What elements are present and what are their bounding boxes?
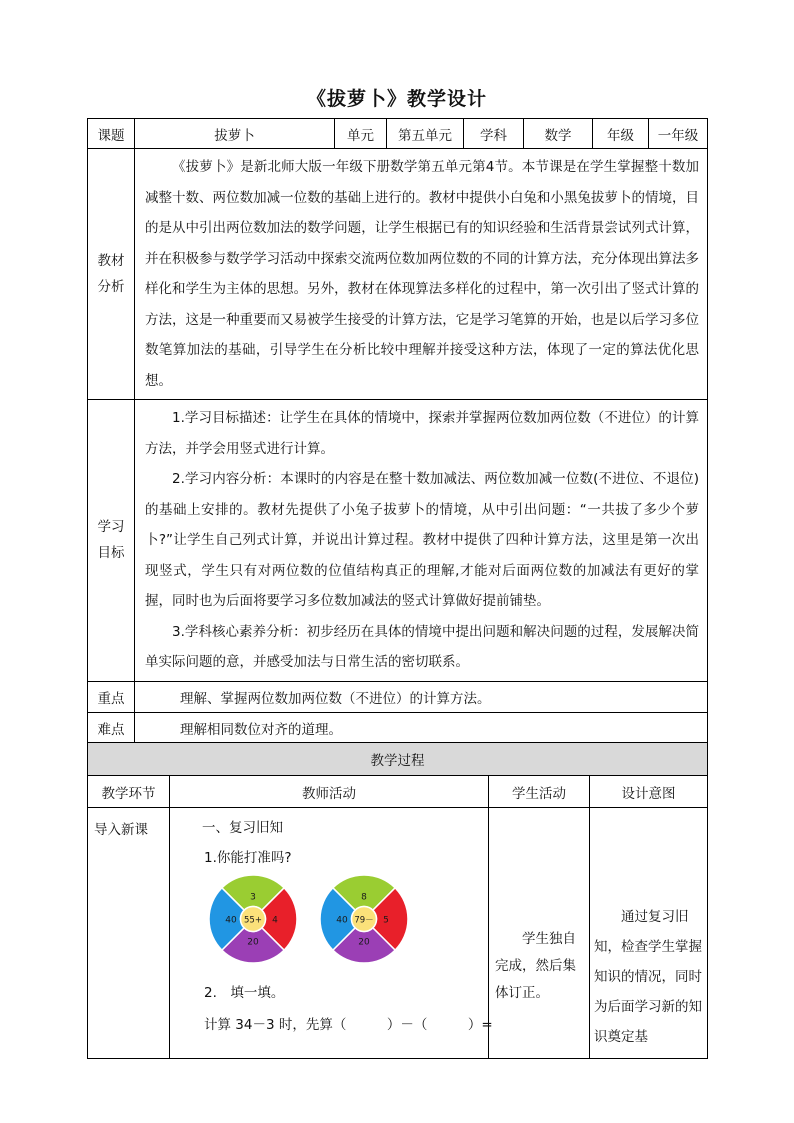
target-wheel-subtraction [319, 874, 409, 964]
subject-value: 数学 [524, 119, 593, 149]
student-activity-text: 学生独自完成，然后集体订正。 [495, 930, 576, 1001]
column-student: 学生活动 [489, 776, 590, 808]
wheel-center-expression: 55+ [244, 915, 262, 926]
wheel-right-number: 4 [272, 915, 278, 926]
process-columns-row [88, 776, 708, 808]
unit-label: 单元 [335, 119, 387, 149]
column-step: 教学环节 [88, 776, 170, 808]
question-2: 2. 填一填。 [204, 985, 285, 1001]
column-intent: 设计意图 [590, 776, 708, 808]
review-heading: 一、复习旧知 [202, 820, 283, 836]
design-intent-cell [590, 808, 708, 1059]
objective-item: 1.学习目标描述：让学生在具体的情境中，探索并掌握两位数加两位数（不进位）的计算方法，并学会用竖式进行计算。 [145, 410, 699, 457]
teacher-activity [170, 808, 493, 1058]
wheel-bottom-number: 20 [358, 937, 370, 948]
design-intent-text: 通过复习旧知，检查学生掌握知识的情况，同时为后面学习新的知识奠定基 [594, 909, 702, 1045]
column-teacher: 教师活动 [170, 776, 489, 808]
analysis-label: 教材 分析 [88, 149, 135, 400]
target-wheel-addition [208, 874, 298, 964]
info-row [88, 119, 708, 149]
wheel-top-number: 3 [250, 892, 256, 903]
objectives-text [135, 400, 708, 682]
teacher-activity-cell [170, 808, 493, 1059]
wheel-left-number: 40 [225, 915, 237, 926]
step-name: 导入新课 [94, 822, 148, 838]
document-title: 《拔萝卜》教学设计 [306, 88, 487, 110]
step-cell [88, 808, 170, 1059]
grade-value: 一年级 [649, 119, 708, 149]
teaching-process-table [87, 742, 708, 1059]
wheel-left-number: 40 [336, 915, 348, 926]
grade-label: 年级 [593, 119, 649, 149]
process-row [88, 808, 708, 1059]
objective-item: 3.学科核心素养分析：初步经历在具体的情境中提出问题和解决问题的过程，发展解决简单实际问题的意，并感受加法与日常生活的密切联系。 [145, 623, 699, 670]
wheel-top-number: 8 [361, 892, 367, 903]
key-point-label: 重点 [88, 681, 135, 712]
subject-label: 学科 [464, 119, 524, 149]
objectives-row [88, 400, 708, 682]
analysis-row [88, 149, 708, 400]
analysis-text: 《拔萝卜》是新北师大版一年级下册数学第五单元第4节。本节课是在学生掌握整十数加减整十数、两位数加减一位数的基础上进行的。教材中提供小白兔和小黑兔拔萝卜的情境，目的是从中引出两位数加法的数学问题，让学生根据已有的知识经验和生活背景尝试列式计算，并在积极参与数学学习活动中探索交流两位数加两位数的不同的计算方法，充分体现出算法多样化和学生为主体的思想。另外，教材在体现算法多样化的过程中，第一次引出了竖式计算的方法，这是一种重要而又易被学生接受的计算方法，它是学习笔算的开始，也是以后学习多位数笔算加法的基础，引导学生在分析比较中理解并接受这种方法，体现了一定的算法优化思想。 [135, 149, 708, 400]
question-3: 计算 34－3 时，先算（ ）－（ ）= [204, 1017, 493, 1033]
objective-item: 2.学习内容分析：本课时的内容是在整十数加减法、两位数加减一位数(不进位、不退位)的基础上安排的。教材先提供了小兔子拔萝卜的情境，从中引出问题：“一共拔了多少个萝卜?”让学生自己列式计算，并说出计算过程。教材中提供了四种计算方法，这里是第一次出现竖式，学生只有对两位数的位值结构真正的理解,才能对后面两位数的加减法有更好的掌握，同时也为后面将要学习多位数加减法的竖式计算做好提前铺垫。 [145, 471, 699, 609]
topic-value: 拔萝卜 [135, 119, 335, 149]
wheel-bottom-number: 20 [247, 937, 259, 948]
topic-label: 课题 [88, 119, 135, 149]
wheel-right-number: 5 [383, 915, 389, 926]
difficulty-label: 难点 [88, 712, 135, 744]
unit-value: 第五单元 [387, 119, 464, 149]
lesson-info-table [87, 118, 708, 745]
wheel-center-expression: 79－ [354, 915, 374, 926]
objectives-label: 学习 目标 [88, 400, 135, 682]
difficulty-row [88, 712, 708, 744]
process-header-row [88, 743, 708, 776]
key-point-row [88, 681, 708, 712]
difficulty-text: 理解相同数位对齐的道理。 [135, 712, 708, 744]
question-1: 1.你能打准吗? [204, 850, 292, 866]
process-header: 教学过程 [88, 743, 708, 776]
student-activity-cell [489, 808, 590, 1059]
key-point-text: 理解、掌握两位数加两位数（不进位）的计算方法。 [135, 681, 708, 712]
